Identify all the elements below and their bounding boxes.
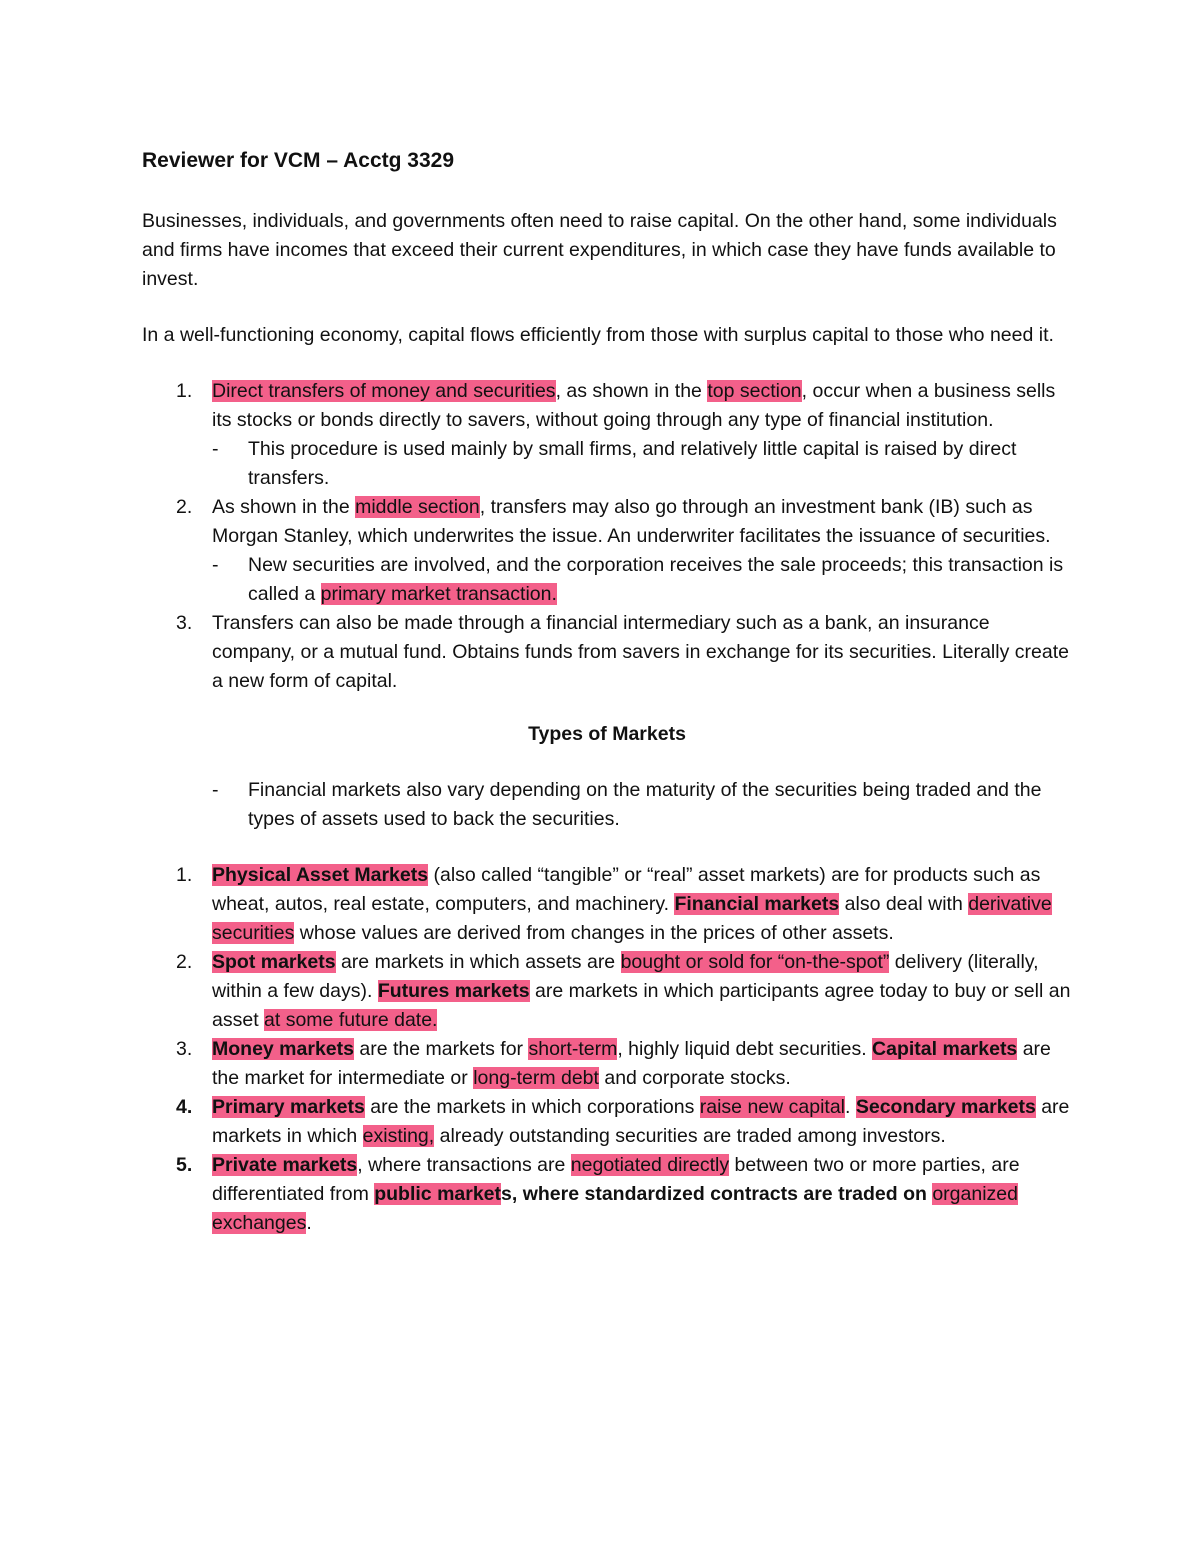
text: and corporate stocks. [598, 1067, 791, 1089]
highlight: primary market transaction. [320, 583, 557, 605]
text: between two or more parties, are differentiated from [212, 1154, 1020, 1205]
transfers-list [142, 377, 1072, 696]
spacer [142, 834, 1072, 861]
list-number: 1. [176, 380, 193, 402]
intro-paragraph-2: In a well-functioning economy, capital flows efficiently from those with surplus capital to those who need it. [142, 324, 1054, 346]
highlight: Physical Asset Markets [212, 864, 429, 886]
list-item [142, 377, 1072, 435]
text: are markets in which participants agree today to buy or sell an asset [212, 980, 1071, 1031]
markets-list [142, 861, 1072, 1238]
text: , highly liquid debt securities. [617, 1038, 873, 1060]
highlight: Secondary markets [855, 1096, 1036, 1118]
text: . [845, 1096, 856, 1118]
highlight: organized exchanges [212, 1183, 1018, 1234]
highlight: Direct transfers of money and securities [212, 380, 556, 402]
list-number: 1. [176, 864, 193, 886]
highlight: bought or sold for “on-the-spot” [620, 951, 890, 973]
list-item [142, 609, 1072, 696]
highlight: middle section [355, 496, 480, 518]
list-item [142, 1035, 1072, 1093]
highlight: raise new capital [699, 1096, 846, 1118]
list-item [142, 1093, 1072, 1151]
document-body [142, 146, 1072, 1238]
text: also deal with [839, 893, 969, 915]
list-item [142, 1151, 1072, 1238]
text: , occur when a business sells its stocks or bonds directly to savers, without going through any type of financial institution. [212, 380, 1056, 431]
list-item [142, 861, 1072, 948]
text: Financial markets also vary depending on the maturity of the securities being traded and the types of assets used to back the securities. [248, 779, 1042, 830]
sub-bullet [142, 551, 1072, 609]
text: whose values are derived from changes in the prices of other assets. [294, 922, 894, 944]
dash-marker: - [212, 554, 219, 576]
highlight: at some future date. [264, 1009, 438, 1031]
highlight: existing, [362, 1125, 435, 1147]
highlight: Capital markets [872, 1038, 1018, 1060]
text: are markets in which assets are [335, 951, 621, 973]
list-number: 3. [176, 1038, 193, 1060]
sub-bullet [142, 435, 1072, 493]
text: delivery (literally, within a few days). [212, 951, 1039, 1002]
list-number: 3. [176, 612, 193, 634]
highlight: Primary markets [212, 1096, 365, 1118]
highlight: long-term debt [473, 1067, 599, 1089]
text: New securities are involved, and the corporation receives the sale proceeds; this transaction is called a [248, 554, 1064, 605]
highlight: negotiated directly [570, 1154, 730, 1176]
text: are the market for intermediate or [212, 1038, 1051, 1089]
text: Transfers can also be made through a financial intermediary such as a bank, an insurance company, or a mutual fund. Obtains funds from savers in exchange for its securities. Literally create a new form of capital. [212, 612, 1069, 692]
highlight: Financial markets [674, 893, 840, 915]
text: already outstanding securities are traded among investors. [434, 1125, 946, 1147]
text: s, where standardized contracts are traded on [501, 1183, 933, 1205]
text: , as shown in the [555, 380, 708, 402]
list-item [142, 493, 1072, 551]
highlight: Private markets [212, 1154, 358, 1176]
text: . [306, 1212, 312, 1234]
highlight: public market [374, 1183, 502, 1205]
text: are markets in which [212, 1096, 1070, 1147]
document-title: Reviewer for VCM – Acctg 3329 [142, 149, 455, 172]
highlight: Spot markets [212, 951, 336, 973]
highlight: derivative securities [212, 893, 1052, 944]
highlight: top section [707, 380, 802, 402]
text: , transfers may also go through an investment bank (IB) such as Morgan Stanley, which underwrites the issue. An underwriter facilitates the issuance of securities. [212, 496, 1051, 547]
text: are the markets for [353, 1038, 529, 1060]
list-number: 2. [176, 496, 193, 518]
list-number: 2. [176, 951, 193, 973]
dash-marker: - [212, 779, 219, 801]
text: are the markets in which corporations [364, 1096, 700, 1118]
sub-bullet [142, 776, 1072, 834]
section-heading: Types of Markets [528, 723, 686, 745]
text: This procedure is used mainly by small firms, and relatively little capital is raised by direct transfers. [248, 438, 1017, 489]
text: , where transactions are [357, 1154, 571, 1176]
highlight: Futures markets [377, 980, 530, 1002]
highlight: short-term [528, 1038, 618, 1060]
text: As shown in the [212, 496, 356, 518]
list-number: 5. [176, 1154, 193, 1176]
highlight: Money markets [212, 1038, 354, 1060]
list-number: 4. [176, 1096, 193, 1118]
text: (also called “tangible” or “real” asset markets) are for products such as wheat, autos, real estate, computers, and machinery. [212, 864, 1041, 915]
list-item [142, 948, 1072, 1035]
intro-paragraph-1: Businesses, individuals, and governments often need to raise capital. On the other hand, some individuals and firms have incomes that exceed their current expenditures, in which case they have funds available to invest. [142, 210, 1057, 290]
dash-marker: - [212, 438, 219, 460]
